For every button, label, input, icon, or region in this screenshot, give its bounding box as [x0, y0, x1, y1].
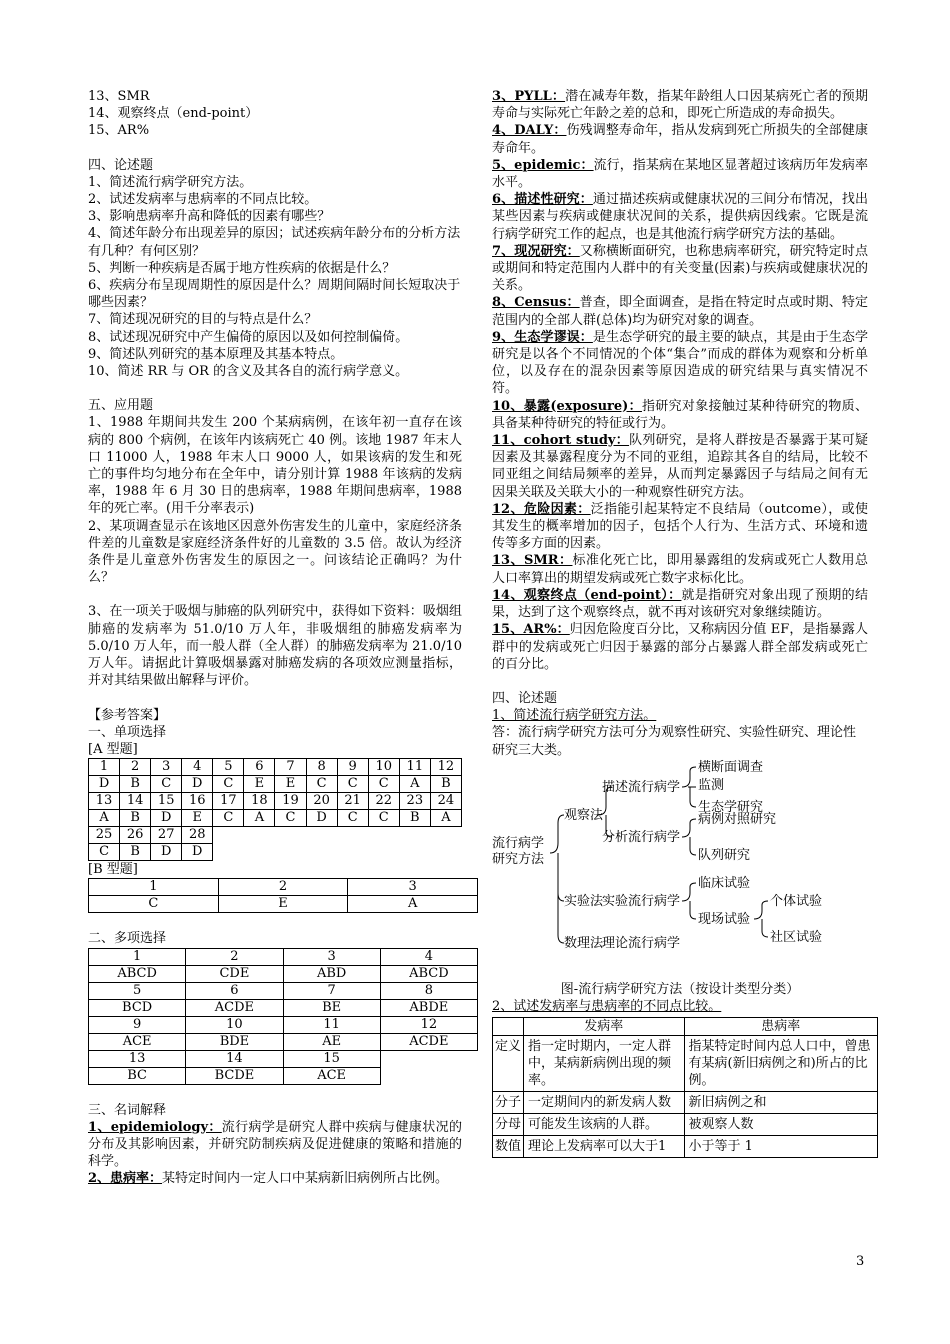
term-text: 泛指能引起某特定不良结局（outcome），或使其发生的概率增加的因子，包括个人行为、生活方式、环境和遗传等多方面的因素。 [492, 501, 868, 552]
cmp-row [493, 1092, 878, 1114]
analysis-bracket [682, 819, 696, 855]
term-name: 12、危险因素： [492, 501, 591, 517]
term-name: 5、epidemic： [492, 157, 594, 173]
field-bracket [754, 901, 768, 937]
table-cell: 3 [151, 759, 182, 776]
table-cell: ACE [283, 1067, 380, 1084]
a-type-answer-table [88, 758, 462, 861]
page-number: 3 [856, 1254, 865, 1269]
diagram-descriptive: 描述流行病学 [602, 779, 681, 795]
single-choice-title: 一、单项选择 [88, 724, 167, 740]
table-cell: 2 [218, 879, 348, 896]
table-cell: AE [283, 1033, 380, 1050]
table-cell: 28 [182, 827, 213, 844]
table-cell: 3 [348, 879, 478, 896]
term-text: 队列研究，是将人群按是否暴露于某可疑因素及其暴露程度分为不同的亚组，追踪其各自的结局，比较不同亚组之间结局频率的差异，从而判定暴露因子与结局之间有无因果关联及关联大小的一种观察性研究方法。 [492, 433, 868, 500]
cmp-prevalence-cell: 指某特定时间内总人口中，曾患有某病(新旧病例之和)所占的比例。 [684, 1036, 878, 1092]
table-cell: C [89, 896, 219, 913]
term-definition [492, 88, 868, 122]
table-row [89, 844, 462, 861]
table-row [89, 1033, 478, 1050]
essay-question-list [88, 174, 462, 380]
term-item: 13、SMR [88, 89, 150, 104]
essay-answer-section-title: 四、论述题 [492, 690, 558, 706]
term-name: 2、患病率： [88, 1171, 163, 1187]
a-type-label: [A 型题] [88, 741, 138, 757]
table-cell: 9 [89, 1016, 186, 1033]
term-name: 4、DALY： [492, 123, 567, 139]
table-cell: 16 [182, 793, 213, 810]
essay-question: 9、简述队列研究的基本原理及其基本特点。 [88, 346, 344, 362]
table-cell: BC [89, 1067, 186, 1084]
multi-choice-answer-table [88, 948, 478, 1085]
table-cell: 4 [182, 759, 213, 776]
term-name: 9、生态学谬误： [492, 329, 593, 345]
table-cell: 3 [283, 948, 380, 965]
cmp-row-label: 分母 [493, 1114, 524, 1136]
experiment-bracket [682, 883, 696, 919]
diagram-community-trial: 社区试验 [770, 929, 823, 945]
cmp-corner [493, 1018, 524, 1036]
table-cell: ABD [283, 965, 380, 982]
table-cell: 26 [120, 827, 151, 844]
terms-list-tail [88, 88, 462, 140]
table-cell: 22 [368, 793, 399, 810]
table-row [89, 965, 478, 982]
table-cell: 25 [89, 827, 120, 844]
table-cell: C [368, 810, 399, 827]
term-name: 15、AR%： [492, 622, 570, 638]
table-cell: E [244, 776, 275, 793]
cmp-incidence-cell: 理论上发病率可以大于1 [524, 1136, 685, 1158]
table-cell: 7 [275, 759, 306, 776]
term-text: 是生态学研究的最主要的缺点，其是由于生态学研究是以各个不同情况的个体“集合”而成的群体为观察和分析单位，以及存在的混杂因素等原因造成的研究结果与真实情况不符。 [492, 329, 868, 397]
term-text: 流行，指某病在某地区显著超过该病历年发病率水平。 [492, 157, 868, 191]
term-definition [88, 1119, 462, 1171]
table-cell: D [89, 776, 120, 793]
table-cell: 23 [399, 793, 430, 810]
application-question: 3、在一项关于吸烟与肺癌的队列研究中，获得如下资料：吸烟组肺癌的发病率为 51.0/10 万人年，非吸烟组的肺癌发病率为 5.0/10 万人年，而一般人群（全人群）的肺癌发病率为 21.0/10 万人年。请据此计算吸烟暴露对肺癌发病的各项效应测量指标，并对其结果做出解释与评价。 [88, 604, 462, 689]
table-cell: BDE [186, 1033, 283, 1050]
diagram-ecological: 生态学研究 [698, 799, 764, 815]
term-name: 6、描述性研究： [492, 192, 593, 208]
table-cell: ACDE [186, 999, 283, 1016]
essay-question-2: 2、试述发病率与患病率的不同点比较。 [492, 998, 722, 1014]
table-cell: A [399, 776, 430, 793]
cmp-row-label: 定义 [493, 1036, 524, 1092]
cmp-header-prevalence: 患病率 [684, 1018, 878, 1036]
table-cell: 17 [213, 793, 244, 810]
diagram-analytical: 分析流行病学 [602, 829, 681, 845]
essay-answer-1: 答：流行病学研究方法可分为观察性研究、实验性研究、理论性研究三大类。 [492, 725, 857, 758]
application-question-list [88, 414, 462, 689]
term-item: 14、观察终点（end-point） [88, 106, 259, 122]
table-cell: 2 [120, 759, 151, 776]
b-type-label: [B 型题] [88, 862, 138, 878]
table-cell: 18 [244, 793, 275, 810]
term-definition [492, 294, 868, 328]
cmp-row [493, 1114, 878, 1136]
table-cell: 13 [89, 793, 120, 810]
table-cell: 2 [186, 948, 283, 965]
table-cell: 19 [275, 793, 306, 810]
table-cell: 8 [380, 982, 477, 999]
incidence-prevalence-table [492, 1017, 878, 1158]
table-cell: E [218, 896, 348, 913]
term-definition [492, 122, 868, 156]
table-cell: ABDE [380, 999, 477, 1016]
answers-title: 【参考答案】 [88, 707, 167, 723]
research-methods-diagram [492, 759, 872, 975]
term-text: 归因危险度百分比，又称病因分值 EF，是指暴露人群中的发病或死亡归因于暴露的部分占暴露人群全部发病或死亡的百分比。 [492, 622, 868, 672]
table-row [89, 776, 462, 793]
table-cell: 14 [120, 793, 151, 810]
term-definition [492, 329, 868, 398]
term-definition [492, 191, 868, 243]
table-row [89, 793, 462, 810]
term-definition [88, 1170, 462, 1187]
diagram-individual-trial: 个体试验 [770, 893, 823, 909]
essay-question: 2、试述发病率与患病率的不同点比较。 [88, 192, 318, 208]
term-text: 普查，即全面调查，是指在特定时点或时期、特定范围内的全部人群(总体)均为研究对象的调查。 [492, 295, 868, 328]
term-name: 14、观察终点（end-point）： [492, 587, 682, 603]
multi-choice-title: 二、多项选择 [88, 931, 167, 947]
table-cell: C [306, 776, 337, 793]
table-cell: ACE [89, 1033, 186, 1050]
cmp-prevalence-cell: 小于等于 1 [684, 1136, 878, 1158]
table-cell: ABCD [380, 965, 477, 982]
application-question: 2、某项调查显示在该地区因意外伤害发生的儿童中，家庭经济条件差的儿童数是家庭经济条件好的儿童数的 3.5 倍。故认为经济条件是儿童意外伤害发生的原因之一。问该结论正确吗？为什么？ [88, 518, 462, 586]
table-cell: 6 [186, 982, 283, 999]
table-cell: B [120, 810, 151, 827]
term-definitions-right [492, 88, 868, 673]
term-definition [492, 157, 868, 191]
table-cell: BCD [89, 999, 186, 1016]
essay-question: 10、简述 RR 与 OR 的含义及其各自的流行病学意义。 [88, 364, 409, 380]
term-text: 指研究对象接触过某种待研究的物质、具备某种待研究的特征或行为。 [492, 398, 868, 431]
table-cell: 10 [186, 1016, 283, 1033]
term-name: 11、cohort study： [492, 433, 630, 449]
term-text: 就是指研究对象出现了预期的结果，达到了这个观察终点，就不再对该研究对象继续随访。 [492, 587, 868, 621]
table-cell: 15 [151, 793, 182, 810]
term-definition [492, 552, 868, 586]
diagram-math: 数理法 [564, 935, 604, 951]
table-cell: B [120, 776, 151, 793]
term-item: 15、AR% [88, 123, 150, 139]
table-cell: D [151, 844, 182, 861]
cmp-incidence-cell: 指一定时期内，一定人群中，某病新病例出现的频率。 [524, 1036, 685, 1092]
table-cell: 12 [380, 1016, 477, 1033]
table-cell: 14 [186, 1050, 283, 1067]
term-text: 伤残调整寿命年，指从发病到死亡所损失的全部健康寿命年。 [492, 123, 868, 156]
table-cell: A [244, 810, 275, 827]
table-cell: 5 [89, 982, 186, 999]
table-cell: E [275, 776, 306, 793]
cmp-row-label: 数值 [493, 1136, 524, 1158]
terms-section-title: 三、名词解释 [88, 1102, 167, 1118]
term-name: 1、epidemiology： [88, 1119, 222, 1135]
table-cell: E [182, 810, 213, 827]
table-cell: A [430, 810, 461, 827]
term-text: 潜在减寿年数，指某年龄组人口因某病死亡者的预期寿命与实际死亡年龄之差的总和，即死亡所造成的寿命损失。 [492, 89, 868, 122]
diagram-experiment: 实验法 [564, 893, 604, 909]
diagram-case-control: 病例对照研究 [698, 811, 777, 827]
term-text: 某特定时间内一定人口中某病新旧病例所占比例。 [162, 1171, 449, 1187]
essay-question: 5、判断一种疾病是否属于地方性疾病的依据是什么？ [88, 260, 396, 276]
diagram-cohort: 队列研究 [698, 847, 751, 863]
table-cell: C [213, 810, 244, 827]
table-cell: 4 [380, 948, 477, 965]
table-cell: 15 [283, 1050, 380, 1067]
description-bracket [682, 767, 696, 807]
diagram-observation: 观察法 [564, 807, 604, 823]
table-cell: 6 [244, 759, 275, 776]
table-cell: 5 [213, 759, 244, 776]
term-name: 10、暴露(exposure)： [492, 398, 642, 414]
table-cell: BCDE [186, 1067, 283, 1084]
table-cell: 11 [399, 759, 430, 776]
table-cell: A [348, 896, 478, 913]
right-column [492, 88, 871, 1158]
table-row [89, 999, 478, 1016]
table-cell: C [89, 844, 120, 861]
table-row [89, 1016, 478, 1033]
table-cell: 9 [337, 759, 368, 776]
application-section-title: 五、应用题 [88, 398, 154, 414]
table-cell: 12 [430, 759, 461, 776]
left-column [88, 88, 462, 1188]
table-cell: 20 [306, 793, 337, 810]
essay-question: 1、简述流行病学研究方法。 [88, 174, 253, 190]
term-definition [492, 398, 868, 432]
table-cell: 10 [368, 759, 399, 776]
term-name: 8、Census： [492, 295, 580, 311]
cmp-header-row [493, 1018, 878, 1036]
diagram-clinical-trial: 临床试验 [698, 875, 751, 891]
table-row [89, 982, 478, 999]
term-name: 3、PYLL： [492, 89, 566, 104]
essay-question: 8、试述现况研究中产生偏倚的原因以及如何控制偏倚。 [88, 329, 409, 345]
table-cell: CDE [186, 965, 283, 982]
cmp-row [493, 1136, 878, 1158]
term-text: 通过描述疾病或健康状况的三间分布情况，找出某些因素与疾病或健康状况间的关系，提供病因线索。它既是流行病学研究工作的起点，也是其他流行病学研究方法的基础。 [492, 192, 868, 242]
term-definition [492, 501, 868, 553]
term-definitions-left [88, 1119, 462, 1188]
diagram-cross-sectional: 横断面调查 [698, 759, 764, 775]
cmp-incidence-cell: 一定期间内的新发病人数 [524, 1092, 685, 1114]
table-cell: 13 [89, 1050, 186, 1067]
term-definition [492, 432, 868, 501]
essay-section-title: 四、论述题 [88, 157, 154, 173]
table-cell: C [337, 776, 368, 793]
essay-question: 3、影响患病率升高和降低的因素有哪些？ [88, 209, 331, 225]
table-cell: D [182, 844, 213, 861]
cmp-row-label: 分子 [493, 1092, 524, 1114]
cmp-incidence-cell: 可能发生该病的人群。 [524, 1114, 685, 1136]
cmp-prevalence-cell: 新旧病例之和 [684, 1092, 878, 1114]
table-cell: B [399, 810, 430, 827]
table-cell: ACDE [380, 1033, 477, 1050]
table-cell: 27 [151, 827, 182, 844]
diagram-surveillance: 监测 [698, 777, 725, 793]
table-row [89, 1050, 478, 1067]
table-cell: 8 [306, 759, 337, 776]
table-row [89, 810, 462, 827]
diagram-theoretical: 理论流行病学 [602, 935, 681, 951]
term-name: 13、SMR： [492, 553, 573, 569]
table-cell: BE [283, 999, 380, 1016]
application-question: 1、1988 年期间共发生 200 个某病病例，在该年初一直存在该病的 800 个病例，在该年内该病死亡 40 例。该地 1987 年末人口 11000 人，1988 年末人口 9000 人，如果该病的发生和死亡的事件均匀地分布在全年中，请分别计算 1988 年该病的发病率，1988 年 6 月 30 日的患病率，1988 年期间患病率，1988 年的死亡率。(用千分率表示) [88, 415, 462, 517]
table-cell: 1 [89, 759, 120, 776]
table-cell: A [89, 810, 120, 827]
term-definition [492, 587, 868, 621]
table-row [89, 827, 462, 844]
essay-question-1: 1、简述流行病学研究方法。 [492, 708, 657, 724]
table-cell: D [306, 810, 337, 827]
table-row [89, 896, 478, 913]
term-name: 7、现况研究： [492, 243, 580, 259]
diagram-field-trial: 现场试验 [698, 911, 751, 927]
table-cell: 1 [89, 879, 219, 896]
table-cell: 11 [283, 1016, 380, 1033]
table-row [89, 948, 478, 965]
table-cell: C [337, 810, 368, 827]
table-row [89, 759, 462, 776]
cmp-row [493, 1036, 878, 1092]
table-cell: ABCD [89, 965, 186, 982]
essay-question: 6、疾病分布呈现周期性的原因是什么？周期间隔时间长短取决于哪些因素？ [88, 278, 461, 311]
table-cell: D [182, 776, 213, 793]
table-cell: B [120, 844, 151, 861]
table-cell: C [151, 776, 182, 793]
table-cell: D [151, 810, 182, 827]
table-cell: 21 [337, 793, 368, 810]
term-text: 流行病学是研究人群中疾病与健康状况的分布及其影响因素，并研究防制疾病及促进健康的策略和措施的科学。 [88, 1119, 462, 1170]
table-cell: 1 [89, 948, 186, 965]
table-cell: C [275, 810, 306, 827]
term-definition [492, 243, 868, 295]
table-cell: C [368, 776, 399, 793]
essay-question: 4、简述年龄分布出现差异的原因；试述疾病年龄分布的分析方法有几种？有何区别？ [88, 226, 461, 259]
table-cell: 24 [430, 793, 461, 810]
root-bracket [550, 815, 564, 943]
cmp-prevalence-cell: 被观察人数 [684, 1114, 878, 1136]
table-cell: B [430, 776, 461, 793]
table-row [89, 1067, 478, 1084]
diagram-root: 流行病学 [492, 835, 545, 851]
cmp-header-incidence: 发病率 [524, 1018, 685, 1036]
diagram-root-2: 研究方法 [492, 851, 545, 867]
table-row [89, 879, 478, 896]
diagram-caption: 图-流行病学研究方法（按设计类型分类） [560, 981, 800, 997]
diagram-experimental: 实验流行病学 [602, 893, 681, 909]
b-type-answer-table [88, 878, 478, 913]
table-cell: 7 [283, 982, 380, 999]
essay-question: 7、简述现况研究的目的与特点是什么？ [88, 312, 318, 328]
table-cell: C [213, 776, 244, 793]
term-text: 标准化死亡比，即用暴露组的发病或死亡人数用总人口率算出的期望发病或死亡数字求标化比。 [492, 553, 868, 586]
term-text: 又称横断面研究，也称患病率研究，研究特定时点或期间和特定范围内人群中的有关变量(因素)与疾病或健康状况的关系。 [492, 243, 868, 294]
term-definition [492, 621, 868, 673]
